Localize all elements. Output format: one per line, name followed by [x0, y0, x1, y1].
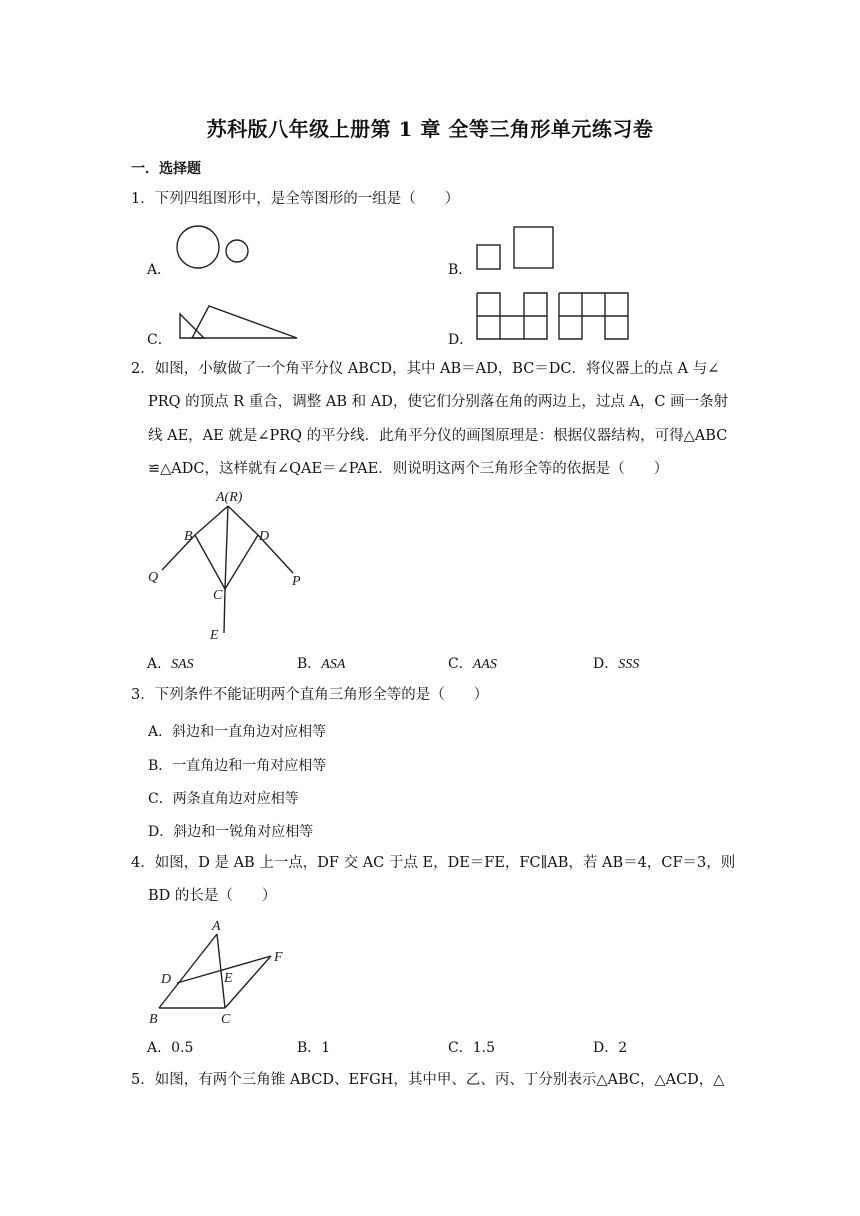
q1-option-d-label: D． [448, 332, 474, 348]
q3-option-b: B．一直角边和一角对应相等 [148, 758, 327, 774]
q1-option-b-figure-two-squares [470, 224, 570, 276]
q1-small-square [477, 245, 500, 269]
q1-large-triangle [192, 306, 297, 338]
question-5-line-1: 5．如图，有两个三角锥 ABCD、EFGH，其中甲、乙、丙、丁分别表示△ABC，△ACD，△ [131, 1072, 725, 1088]
q2-option-a: A．SAS [147, 656, 194, 672]
q2-angle-bisector-figure [140, 485, 320, 645]
question-3-stem: 3．下列条件不能证明两个直角三角形全等的是（ ） [131, 687, 489, 703]
q1-option-a-figure-two-circles [170, 220, 260, 280]
q2-label-p: P [292, 574, 301, 589]
question-2-line-3: 线 AE，AE 就是∠PRQ 的平分线．此角平分仪的画图原理是：根据仪器结构，可得△ABC [148, 428, 728, 444]
question-2-line-1: 2．如图，小敏做了一个角平分仪 ABCD，其中 AB＝AD，BC＝DC．将仪器上的点 A 与∠ [131, 361, 720, 377]
q4-label-c: C [221, 1012, 231, 1027]
question-2-line-2: PRQ 的顶点 R 重合，调整 AB 和 AD，使它们分别落在角的两边上，过点 A，C 画一条射 [148, 394, 729, 410]
section-heading: 一．选择题 [131, 161, 201, 177]
q4-label-f: F [274, 950, 283, 965]
q2-label-q: Q [148, 570, 159, 585]
q3-option-d: D．斜边和一锐角对应相等 [148, 824, 314, 840]
q1-big-square [514, 227, 553, 268]
q1-option-c-figure-two-triangles [170, 300, 305, 344]
q1-small-circle [226, 240, 248, 262]
q4-option-d: D．2 [593, 1040, 628, 1056]
q4-label-e: E [224, 971, 233, 986]
q2-label-c: C [213, 588, 223, 603]
q4-option-a: A．0.5 [147, 1040, 194, 1056]
q4-label-b: B [149, 1012, 158, 1027]
q2-label-b: B [184, 529, 193, 544]
q4-label-a: A [212, 919, 221, 934]
question-1-stem: 1．下列四组图形中，是全等图形的一组是（ ） [131, 191, 460, 207]
q2-option-c: C．AAS [448, 656, 497, 672]
q1-option-d-figure-grid-shapes [470, 286, 640, 342]
q4-label-d: D [161, 972, 172, 987]
q3-option-a: A．斜边和一直角边对应相等 [148, 724, 327, 740]
q4-triangle-figure [140, 915, 300, 1030]
q1-option-a-label: A． [147, 262, 172, 278]
q2-label-a: A(R) [216, 490, 243, 505]
page-title: 苏科版八年级上册第 1 章 全等三角形单元练习卷 [206, 117, 654, 141]
question-2-line-4: ≌△ADC，这样就有∠QAE＝∠PAE．则说明这两个三角形全等的依据是（ ） [148, 461, 669, 477]
q2-option-d: D．SSS [593, 656, 640, 672]
q2-option-b: B．ASA [297, 656, 346, 672]
q3-option-c: C．两条直角边对应相等 [148, 791, 299, 807]
q4-option-c: C．1.5 [448, 1040, 495, 1056]
q1-option-c-label: C． [147, 332, 172, 348]
q2-label-d: D [259, 529, 270, 544]
q4-option-b: B．1 [297, 1040, 331, 1056]
q1-option-b-label: B． [448, 262, 473, 278]
q1-big-circle [177, 226, 219, 268]
question-4-line-1: 4．如图，D 是 AB 上一点，DF 交 AC 于点 E，DE＝FE，FC∥AB，若 AB＝4，CF＝3，则 [131, 855, 736, 871]
q2-label-e: E [210, 628, 219, 643]
question-4-line-2: BD 的长是（ ） [148, 888, 277, 904]
q1-small-triangle [180, 314, 204, 338]
